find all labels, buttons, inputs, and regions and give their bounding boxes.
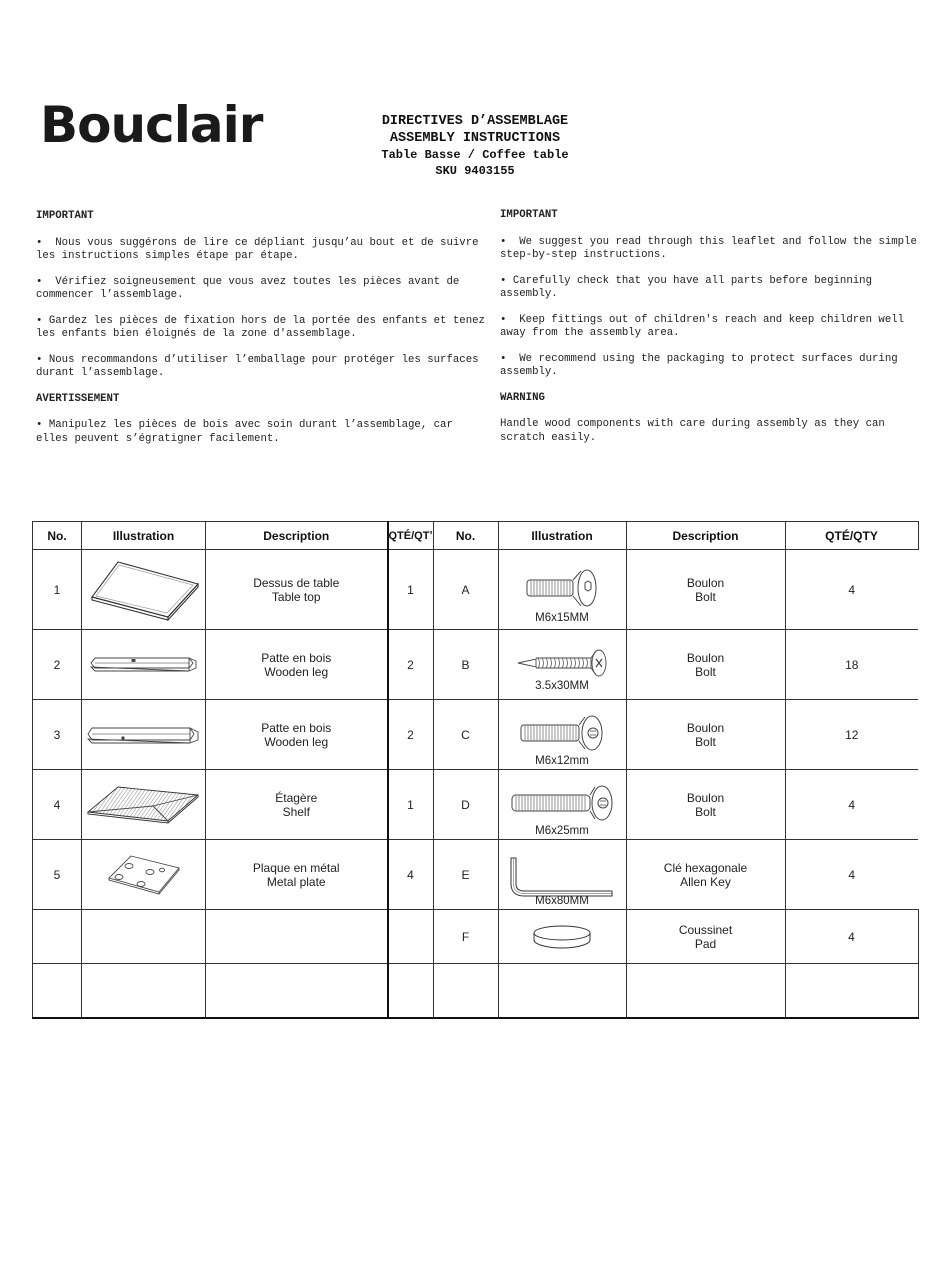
hardware-size: M6x12mm: [535, 754, 589, 767]
hardware-illustration: [498, 770, 626, 840]
part-description: Plaque en métal Metal plate: [206, 840, 388, 910]
header-illustration: Illustration: [498, 522, 626, 550]
shelf-icon: [86, 785, 202, 825]
empty-cell: [82, 910, 206, 964]
header-qty: QTÉ/QTY: [785, 522, 918, 550]
part-description: Patte en bois Wooden leg: [206, 630, 388, 700]
hardware-letter: E: [433, 840, 498, 910]
part-number: 5: [33, 840, 82, 910]
hardware-size: M6x15MM: [535, 611, 589, 624]
part-number: 3: [33, 700, 82, 770]
empty-cell: [33, 964, 82, 1018]
hardware-letter: B: [433, 630, 498, 700]
part-illustration: [82, 770, 206, 840]
empty-cell: [626, 964, 785, 1018]
hardware-size: M6x25mm: [535, 824, 589, 837]
sku-number: SKU 9403155: [435, 164, 515, 178]
english-important-item: • We suggest you read through this leaflet and follow the simple step-by-step instructions.: [500, 235, 924, 261]
hardware-description: Clé hexagonale Allen Key: [626, 840, 785, 910]
title-french: DIRECTIVES D’ASSEMBLAGE: [381, 114, 569, 129]
english-important-item: • We recommend using the packaging to protect surfaces during assembly.: [500, 352, 905, 378]
part-quantity: 4: [388, 840, 434, 910]
header-qty: QTÉ/QTʼ: [388, 522, 434, 550]
english-warning-text: Handle wood components with care during assembly as they can scratch easily.: [500, 418, 892, 444]
header-description: Description: [626, 522, 785, 550]
hardware-letter: D: [433, 770, 498, 840]
metal-plate-icon: [107, 854, 181, 896]
english-instructions: [500, 209, 924, 457]
parts-table: [32, 521, 919, 1019]
empty-cell: [206, 964, 388, 1018]
header-no: No.: [433, 522, 498, 550]
hardware-letter: C: [433, 700, 498, 770]
french-important-item: • Vérifiez soigneusement que vous avez toutes les pièces avant de commencer l’assemblage.: [36, 275, 466, 301]
hardware-letter: F: [433, 910, 498, 964]
hardware-letter: A: [433, 550, 498, 630]
empty-cell: [33, 910, 82, 964]
empty-cell: [433, 964, 498, 1018]
table-row: [33, 840, 919, 910]
hardware-quantity: 4: [785, 550, 918, 630]
english-warning-heading: WARNING: [500, 391, 545, 404]
part-illustration: [82, 700, 206, 770]
header-no: No.: [33, 522, 82, 550]
bolt-icon: [510, 783, 614, 823]
french-instructions: [36, 210, 491, 458]
brand-logo: Bouclair: [40, 96, 263, 154]
hardware-size: M6x80MM: [535, 895, 589, 907]
part-number: 2: [33, 630, 82, 700]
part-quantity: 2: [388, 700, 434, 770]
bolt-icon: [525, 568, 599, 610]
french-warning-text: • Manipulez les pièces de bois avec soin durant l’assemblage, car elles peuvent s’égratigner facilement.: [36, 419, 460, 445]
header-illustration: Illustration: [82, 522, 206, 550]
hardware-quantity: 4: [785, 770, 918, 840]
empty-cell: [206, 910, 388, 964]
table-row-empty: [33, 964, 919, 1018]
table-row: [33, 700, 919, 770]
part-quantity: 1: [388, 550, 434, 630]
table-header-row: [33, 522, 919, 550]
part-illustration: [82, 840, 206, 910]
product-name: Table Basse / Coffee table: [381, 148, 569, 162]
pad-icon: [532, 924, 592, 950]
wooden-leg-icon: [86, 724, 202, 746]
hardware-description: Boulon Bolt: [626, 770, 785, 840]
table-row: [33, 630, 919, 700]
title-english: ASSEMBLY INSTRUCTIONS: [389, 131, 561, 146]
hardware-quantity: 4: [785, 910, 918, 964]
hardware-illustration: [498, 910, 626, 964]
bolt-icon: [519, 713, 605, 753]
hardware-description: Boulon Bolt: [626, 630, 785, 700]
hardware-quantity: 4: [785, 840, 918, 910]
hardware-illustration: [498, 630, 626, 700]
hardware-illustration: [498, 700, 626, 770]
empty-cell: [785, 964, 918, 1018]
part-number: 4: [33, 770, 82, 840]
hardware-illustration: [498, 840, 626, 910]
empty-cell: [82, 964, 206, 1018]
hardware-description: Boulon Bolt: [626, 550, 785, 630]
document-title-block: [330, 113, 620, 179]
hardware-quantity: 18: [785, 630, 918, 700]
part-illustration: [82, 550, 206, 630]
hardware-illustration: [498, 550, 626, 630]
wooden-leg-icon: [89, 655, 199, 675]
french-important-item: • Nous recommandons d’utiliser l’emballage pour protéger les surfaces durant l’assemblage.: [36, 353, 485, 379]
french-important-item: • Gardez les pièces de fixation hors de la portée des enfants et tenez les enfants bien éloignés de la zone d'assemblage.: [36, 314, 492, 340]
header-description: Description: [206, 522, 388, 550]
french-important-item: • Nous vous suggérons de lire ce dépliant jusqu’au bout et de suivre les instructions simples étape par étape.: [36, 236, 485, 262]
hardware-size: 3.5x30MM: [535, 679, 589, 692]
table-row: [33, 770, 919, 840]
empty-cell: [388, 964, 434, 1018]
part-quantity: 1: [388, 770, 434, 840]
english-important-item: • Keep fittings out of children's reach and keep children well away from the assembly area.: [500, 313, 911, 339]
hardware-description: Boulon Bolt: [626, 700, 785, 770]
french-important-heading: IMPORTANT: [36, 210, 94, 222]
hardware-description: Coussinet Pad: [626, 910, 785, 964]
french-warning-heading: AVERTISSEMENT: [36, 392, 120, 405]
table-top-icon: [88, 559, 200, 621]
table-row: [33, 910, 919, 964]
screw-icon: [516, 648, 608, 678]
english-important-heading: IMPORTANT: [500, 209, 558, 221]
allen-key-icon: [508, 856, 616, 898]
part-description: Dessus de table Table top: [206, 550, 388, 630]
part-quantity: 2: [388, 630, 434, 700]
part-number: 1: [33, 550, 82, 630]
hardware-quantity: 12: [785, 700, 918, 770]
empty-cell: [388, 910, 434, 964]
table-row: [33, 550, 919, 630]
part-illustration: [82, 630, 206, 700]
part-description: Patte en bois Wooden leg: [206, 700, 388, 770]
part-description: Étagère Shelf: [206, 770, 388, 840]
empty-cell: [498, 964, 626, 1018]
english-important-item: • Carefully check that you have all parts before beginning assembly.: [500, 274, 879, 300]
